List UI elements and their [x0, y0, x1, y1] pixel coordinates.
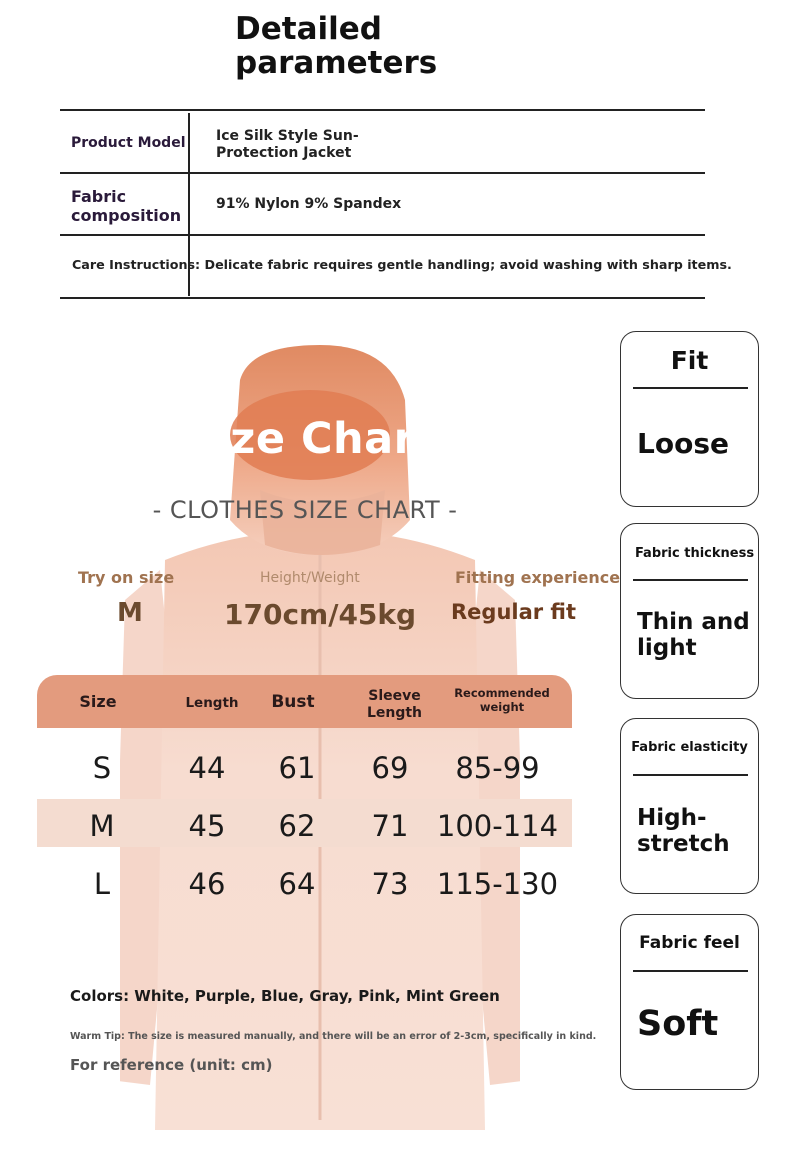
fabric-composition-label: Fabric composition — [71, 187, 182, 225]
height-weight-label: Height/Weight — [260, 570, 360, 586]
row-m-sleeve: 71 — [371, 809, 409, 843]
warm-tip: Warm Tip: The size is measured manually, and there will be an error of 2-3cm, specifically in kind. — [70, 1031, 597, 1042]
fabric-elasticity-value: High-stretch — [637, 805, 730, 857]
row-l-length: 46 — [188, 867, 226, 901]
col-bust: Bust — [271, 692, 315, 712]
fit-card-value: Loose — [637, 427, 729, 460]
fitting-experience-label: Fitting experience — [455, 568, 621, 587]
col-sleeve-length: Sleeve Length — [366, 688, 423, 721]
row-s-size: S — [92, 751, 112, 785]
table-divider — [60, 297, 705, 299]
table-divider — [60, 109, 705, 111]
fabric-feel-card — [620, 914, 759, 1090]
card-divider — [633, 970, 748, 972]
unit-reference: For reference (unit: cm) — [70, 1056, 273, 1074]
row-m-length: 45 — [188, 809, 226, 843]
row-l-sleeve: 73 — [371, 867, 409, 901]
card-divider — [633, 387, 748, 389]
try-on-size-label: Try on size — [78, 568, 175, 587]
fit-card — [620, 331, 759, 507]
col-length: Length — [185, 695, 239, 711]
fabric-thickness-card — [620, 523, 759, 699]
fitting-experience-value: Regular fit — [451, 600, 577, 624]
row-l-weight: 115-130 — [436, 867, 559, 901]
size-chart-subtitle: - CLOTHES SIZE CHART - — [152, 496, 458, 524]
fabric-elasticity-card — [620, 718, 759, 894]
available-colors: Colors: White, Purple, Blue, Gray, Pink, Mint Green — [70, 987, 500, 1005]
fabric-feel-title: Fabric feel — [639, 933, 740, 953]
card-divider — [633, 579, 748, 581]
size-table-header — [37, 675, 572, 728]
fit-card-title: Fit — [670, 346, 709, 375]
row-s-sleeve: 69 — [371, 751, 409, 785]
try-on-size-value: M — [117, 598, 143, 628]
fabric-thickness-value: Thin and light — [637, 609, 750, 661]
row-l-size: L — [93, 867, 111, 901]
care-instructions: Care Instructions: Delicate fabric requires gentle handling; avoid washing with sharp items. — [72, 257, 732, 272]
fabric-feel-value: Soft — [637, 1004, 719, 1044]
row-m-bust: 62 — [278, 809, 316, 843]
row-m-weight: 100-114 — [436, 809, 559, 843]
col-recommended-weight: Recommended weight — [454, 686, 550, 714]
table-divider — [60, 172, 705, 174]
parameter-table — [60, 109, 732, 299]
size-chart-title: Size Chart — [183, 414, 437, 464]
row-l-bust: 64 — [278, 867, 316, 901]
height-weight-value: 170cm/45kg — [224, 598, 417, 631]
product-model-label: Product Model — [71, 135, 186, 151]
card-divider — [633, 774, 748, 776]
fabric-thickness-title: Fabric thickness — [634, 546, 755, 561]
row-s-length: 44 — [188, 751, 226, 785]
page-title: Detailed parameters — [235, 11, 438, 81]
fabric-composition-value: 91% Nylon 9% Spandex — [216, 196, 402, 212]
fabric-elasticity-title: Fabric elasticity — [631, 740, 748, 755]
col-size: Size — [79, 692, 117, 711]
product-model-value: Ice Silk Style Sun-Protection Jacket — [216, 128, 359, 161]
row-m-size: M — [89, 809, 115, 843]
table-divider — [60, 234, 705, 236]
row-s-bust: 61 — [278, 751, 316, 785]
row-s-weight: 85-99 — [455, 751, 540, 785]
